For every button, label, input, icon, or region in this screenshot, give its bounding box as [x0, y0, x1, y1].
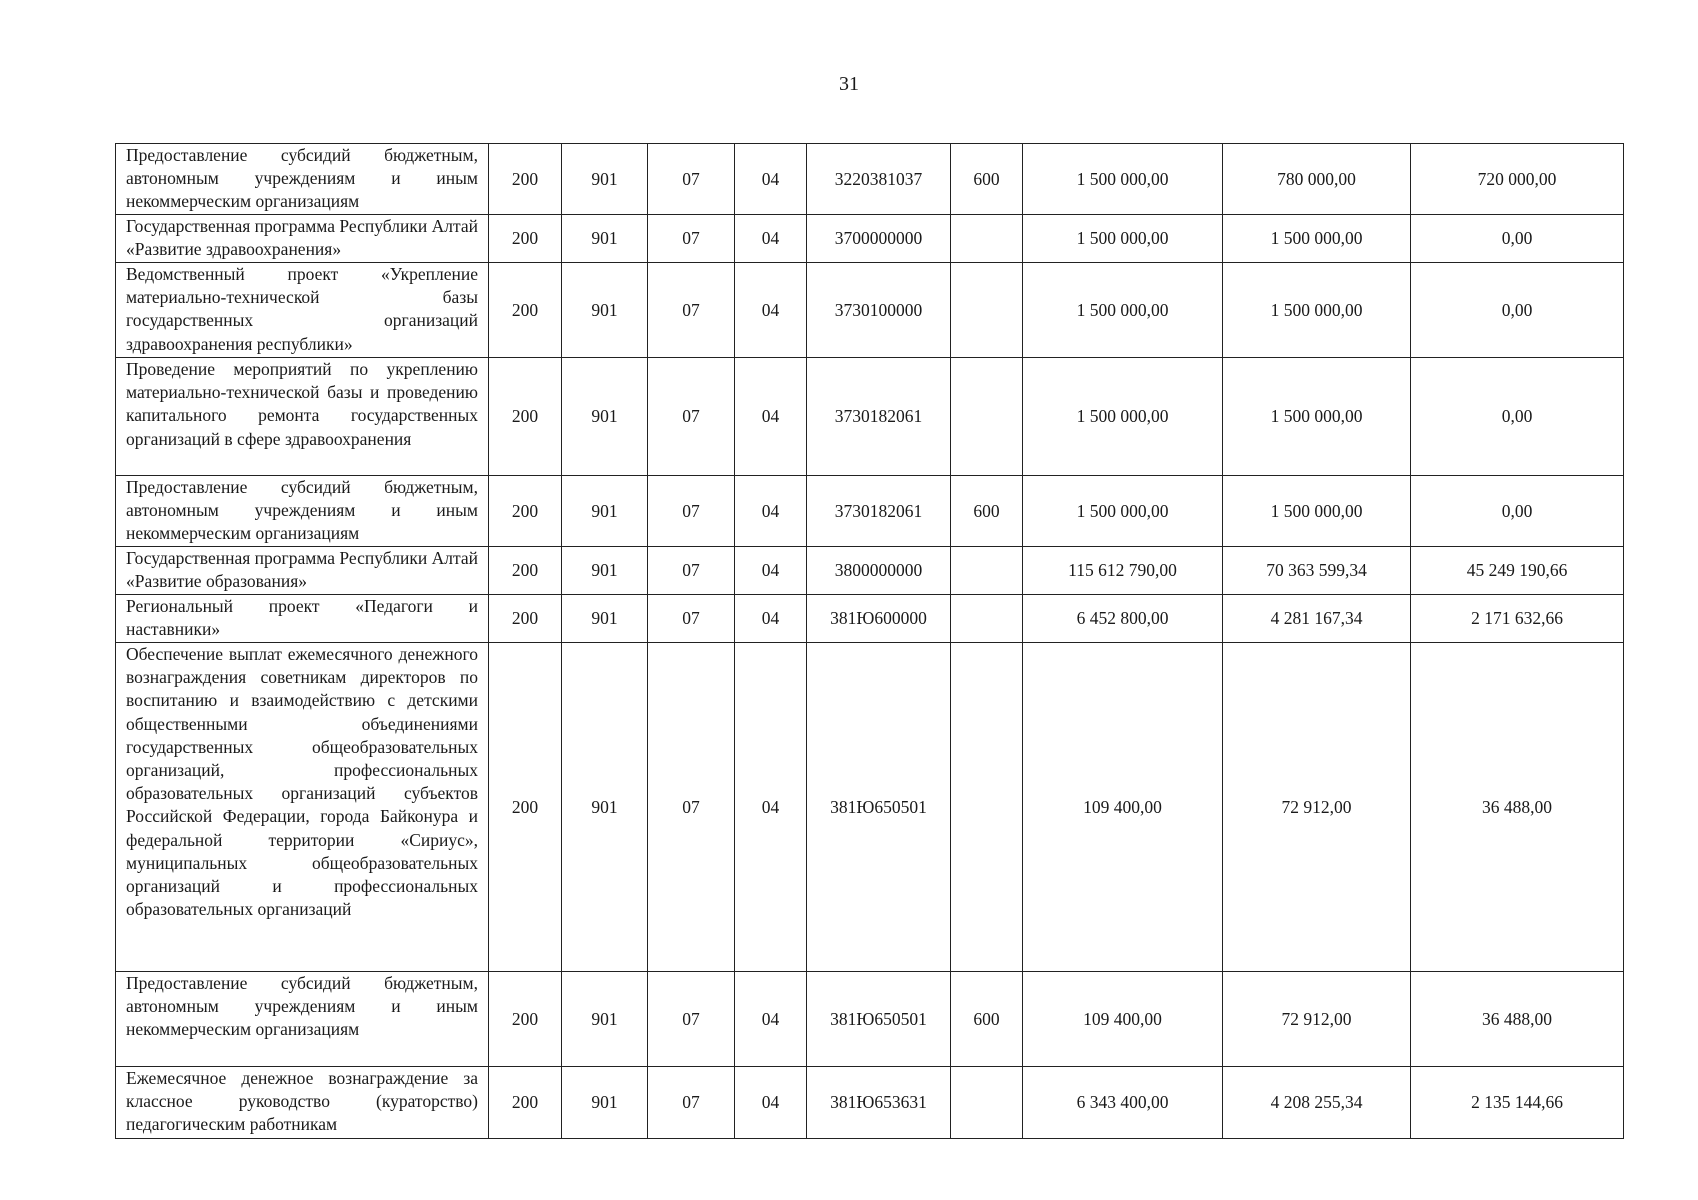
row-col2: 200	[489, 972, 562, 1067]
row-amount2: 1 500 000,00	[1223, 358, 1411, 476]
row-expense-type	[951, 643, 1023, 972]
row-amount2: 1 500 000,00	[1223, 263, 1411, 358]
row-col4: 07	[648, 595, 735, 643]
row-col5: 04	[735, 595, 807, 643]
row-col3: 901	[562, 972, 648, 1067]
row-expense-type	[951, 358, 1023, 476]
row-description: Предоставление субсидий бюджетным, автономным учреждениям и иным некоммерческим организациям	[116, 144, 489, 215]
row-col2: 200	[489, 595, 562, 643]
row-col2: 200	[489, 643, 562, 972]
row-target-article: 3730182061	[807, 358, 951, 476]
row-col4: 07	[648, 643, 735, 972]
row-target-article: 3700000000	[807, 215, 951, 263]
row-expense-type: 600	[951, 972, 1023, 1067]
row-col2: 200	[489, 263, 562, 358]
row-target-article: 381Ю650501	[807, 972, 951, 1067]
row-col5: 04	[735, 358, 807, 476]
table-row	[116, 643, 1624, 972]
row-amount2: 70 363 599,34	[1223, 547, 1411, 595]
row-target-article: 381Ю653631	[807, 1067, 951, 1139]
row-col3: 901	[562, 144, 648, 215]
row-col4: 07	[648, 547, 735, 595]
row-expense-type	[951, 215, 1023, 263]
row-amount1: 6 452 800,00	[1023, 595, 1223, 643]
row-target-article: 3730100000	[807, 263, 951, 358]
table-row	[116, 215, 1624, 263]
row-amount2: 4 208 255,34	[1223, 1067, 1411, 1139]
row-col5: 04	[735, 476, 807, 547]
row-col5: 04	[735, 215, 807, 263]
row-amount1: 1 500 000,00	[1023, 263, 1223, 358]
table-row	[116, 972, 1624, 1067]
row-col2: 200	[489, 1067, 562, 1139]
row-col3: 901	[562, 476, 648, 547]
row-col3: 901	[562, 547, 648, 595]
row-description: Ведомственный проект «Укрепление материально-технической базы государственных организаций здравоохранения республики»	[116, 263, 489, 358]
row-col5: 04	[735, 972, 807, 1067]
table-row	[116, 476, 1624, 547]
row-col4: 07	[648, 1067, 735, 1139]
row-description: Ежемесячное денежное вознаграждение за классное руководство (кураторство) педагогическим работникам	[116, 1067, 489, 1139]
row-amount2: 1 500 000,00	[1223, 476, 1411, 547]
row-col3: 901	[562, 358, 648, 476]
row-col4: 07	[648, 215, 735, 263]
row-amount3: 2 135 144,66	[1411, 1067, 1624, 1139]
row-amount1: 1 500 000,00	[1023, 476, 1223, 547]
row-col2: 200	[489, 358, 562, 476]
row-description: Проведение мероприятий по укреплению материально-технической базы и проведению капитального ремонта государственных организаций в сфере здравоохранения	[116, 358, 489, 476]
row-description: Предоставление субсидий бюджетным, автономным учреждениям и иным некоммерческим организациям	[116, 476, 489, 547]
row-col5: 04	[735, 643, 807, 972]
row-col3: 901	[562, 1067, 648, 1139]
row-expense-type: 600	[951, 144, 1023, 215]
row-amount2: 780 000,00	[1223, 144, 1411, 215]
row-amount2: 72 912,00	[1223, 643, 1411, 972]
row-col4: 07	[648, 358, 735, 476]
page-number: 31	[839, 73, 859, 95]
row-description: Обеспечение выплат ежемесячного денежного вознаграждения советникам директоров по воспитанию и взаимодействию с детскими общественными объединениями государственных общеобразовательных организаций, профессиональных образовательных организаций субъектов Российской Федерации, города Байконура и федеральной территории «Сириус», муниципальных общеобразовательных организаций и профессиональных образовательных организаций	[116, 643, 489, 972]
table-row	[116, 144, 1624, 215]
row-col2: 200	[489, 215, 562, 263]
table-body	[116, 144, 1624, 1139]
row-amount3: 0,00	[1411, 263, 1624, 358]
row-expense-type	[951, 263, 1023, 358]
table-row	[116, 358, 1624, 476]
row-amount1: 1 500 000,00	[1023, 144, 1223, 215]
row-col5: 04	[735, 144, 807, 215]
row-col3: 901	[562, 215, 648, 263]
row-col3: 901	[562, 643, 648, 972]
row-amount1: 1 500 000,00	[1023, 358, 1223, 476]
row-amount3: 0,00	[1411, 358, 1624, 476]
row-col3: 901	[562, 263, 648, 358]
row-col5: 04	[735, 1067, 807, 1139]
budget-table	[115, 143, 1624, 1139]
row-target-article: 381Ю650501	[807, 643, 951, 972]
row-amount3: 720 000,00	[1411, 144, 1624, 215]
row-amount1: 115 612 790,00	[1023, 547, 1223, 595]
row-amount3: 36 488,00	[1411, 643, 1624, 972]
table-row	[116, 547, 1624, 595]
row-expense-type	[951, 547, 1023, 595]
row-col4: 07	[648, 972, 735, 1067]
row-amount2: 72 912,00	[1223, 972, 1411, 1067]
row-amount2: 1 500 000,00	[1223, 215, 1411, 263]
row-col2: 200	[489, 476, 562, 547]
table-row	[116, 1067, 1624, 1139]
row-amount1: 1 500 000,00	[1023, 215, 1223, 263]
row-col2: 200	[489, 144, 562, 215]
row-col3: 901	[562, 595, 648, 643]
row-amount3: 45 249 190,66	[1411, 547, 1624, 595]
row-amount1: 109 400,00	[1023, 643, 1223, 972]
row-col2: 200	[489, 547, 562, 595]
row-expense-type	[951, 1067, 1023, 1139]
row-amount3: 2 171 632,66	[1411, 595, 1624, 643]
row-col4: 07	[648, 144, 735, 215]
row-target-article: 381Ю600000	[807, 595, 951, 643]
row-col4: 07	[648, 476, 735, 547]
row-col5: 04	[735, 263, 807, 358]
row-target-article: 3800000000	[807, 547, 951, 595]
row-target-article: 3220381037	[807, 144, 951, 215]
row-target-article: 3730182061	[807, 476, 951, 547]
table-row	[116, 263, 1624, 358]
row-expense-type	[951, 595, 1023, 643]
row-description: Предоставление субсидий бюджетным, автономным учреждениям и иным некоммерческим организациям	[116, 972, 489, 1067]
row-amount2: 4 281 167,34	[1223, 595, 1411, 643]
row-description: Государственная программа Республики Алтай «Развитие образования»	[116, 547, 489, 595]
row-col4: 07	[648, 263, 735, 358]
row-amount1: 6 343 400,00	[1023, 1067, 1223, 1139]
row-col5: 04	[735, 547, 807, 595]
row-amount3: 36 488,00	[1411, 972, 1624, 1067]
row-description: Государственная программа Республики Алтай «Развитие здравоохранения»	[116, 215, 489, 263]
row-amount1: 109 400,00	[1023, 972, 1223, 1067]
row-amount3: 0,00	[1411, 476, 1624, 547]
table-row	[116, 595, 1624, 643]
row-description: Региональный проект «Педагоги и наставники»	[116, 595, 489, 643]
row-amount3: 0,00	[1411, 215, 1624, 263]
row-expense-type: 600	[951, 476, 1023, 547]
